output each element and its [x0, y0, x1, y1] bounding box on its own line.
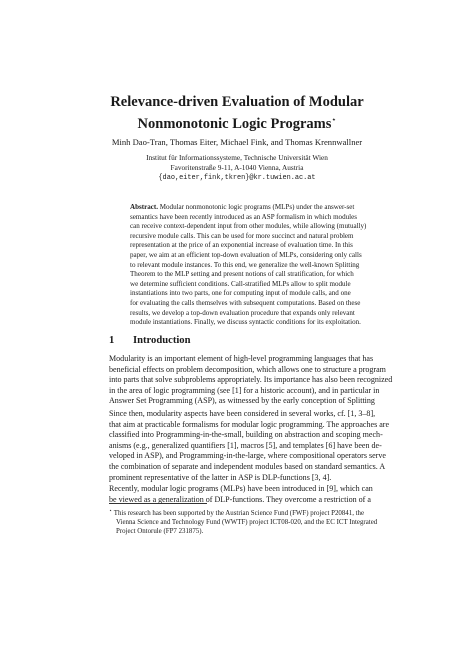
abstract-line-1 [130, 203, 398, 213]
abstract-line: instantiations into two parts, one for computing input of module calls, and one [130, 289, 351, 298]
affiliation-line-2: Favoritenstraße 9-11, A-1040 Vienna, Austria [170, 163, 304, 172]
body-paragraph-2 [109, 409, 389, 483]
body-line: in the area of logic programming (see [1] for a historic account), and in particular in [109, 385, 380, 395]
abstract-line: representation at the price of an exponential increase of evaluation time. In this [130, 241, 353, 250]
abstract-heading: Abstract. [130, 203, 158, 211]
footnote-mark: ⋆ [109, 509, 113, 514]
abstract-line: semantics have been recently introduced as an ASP formalism in which modules [130, 212, 357, 221]
body-line: Answer Set Programming (ASP), as witnessed by the early conception of Splitting [109, 396, 375, 406]
abstract-line: to relevant module instances. To this end, we generalize the well-known Splitting [130, 260, 360, 269]
footnote [109, 507, 399, 536]
abstract [130, 203, 398, 328]
title-line-1: Relevance-driven Evaluation of Modular [110, 94, 364, 110]
body-line: classified into Programming-in-the-small, building on abstraction and scoping mech- [109, 430, 383, 440]
affiliation [0, 153, 474, 183]
body-line: into parts that solve subproblems appropriately. Its importance has also been recognized [109, 375, 393, 385]
body-line: the combination of separate and independent modules based on standard semantics. A [109, 461, 386, 471]
footnote-line-1 [109, 507, 399, 518]
footnote-rule [109, 503, 207, 504]
section-number: 1 [109, 335, 115, 346]
section-heading [109, 334, 191, 347]
abstract-line: we determine sufficient conditions. Call-stratified MLPs allow to split module [130, 279, 351, 288]
abstract-line: for evaluating the calls themselves with subsequent computations. Based on these [130, 298, 361, 307]
section-title: Introduction [133, 335, 191, 346]
author-list: Minh Dao-Tran, Thomas Eiter, Michael Fink, and Thomas Krennwallner [111, 137, 363, 147]
abstract-line: results, we develop a top-down evaluation procedure that expands only relevant [130, 308, 355, 317]
abstract-line-1-text: Modular nonmonotonic logic programs (MLPs) under the answer-set [159, 203, 355, 211]
body-line: Since then, modularity aspects have been considered in several works, cf. [1, 3–8], [109, 409, 376, 418]
body-line: anisms (e.g., generalized quantifiers [1], macros [5], and templates [6] have been de- [109, 440, 382, 450]
footnote-line: Vienna Science and Technology Fund (WWTF) project ICT08-020, and the EC ICT Integrated [116, 519, 378, 526]
body-line: Recently, modular logic programs (MLPs) have been introduced in [9], which can [109, 484, 373, 493]
abstract-line: module instantiations. Finally, we discuss syntactic conditions for its exploitation. [130, 318, 361, 327]
footnote-line-1-text: This research has been supported by the Austrian Science Fund (FWF) project P20841, the [113, 510, 365, 517]
title-footnote-mark: ⋆ [331, 115, 337, 124]
body-line: Modularity is an important element of high-level programming languages that has [109, 354, 374, 363]
abstract-line: recursive module calls. This can be used for more succinct and natural problem [130, 231, 354, 240]
affiliation-line-1: Institut für Informationssysteme, Technische Universität Wien [146, 153, 328, 162]
body-paragraph-1 [109, 354, 393, 407]
abstract-line: Theorem to the MLP setting and present notions of call stratification, for which [130, 270, 354, 279]
body-line: be viewed as a generalization of DLP-functions. They overcome a restriction of a [109, 494, 371, 504]
abstract-line: can receive context-dependent input from other modules, while allowing (mutually) [130, 222, 367, 231]
paper-title [0, 93, 474, 133]
abstract-line: paper, we aim at an efficient top-down evaluation of MLPs, considering only calls [130, 250, 362, 259]
body-line: prominent representative of the latter in ASP is DLP-functions [3, 4]. [109, 472, 332, 482]
footnote-line: Project Ontorule (FP7 231875). [116, 528, 204, 535]
title-line-2-text: Nonmonotonic Logic Programs [137, 116, 332, 132]
author-emails: {dao,eiter,fink,tkren}@kr.tuwien.ac.at [158, 174, 316, 182]
body-line: beneficial effects on problem decomposition, which allows one to structure a program [109, 364, 386, 374]
body-line: that aim at practicable formalisms for modular logic programming. The approaches are [109, 419, 390, 429]
body-line: veloped in ASP), and Programming-in-the-large, where compositional operators serve [109, 451, 386, 461]
body-paragraph-3 [109, 484, 389, 505]
title-line-2 [0, 111, 474, 133]
